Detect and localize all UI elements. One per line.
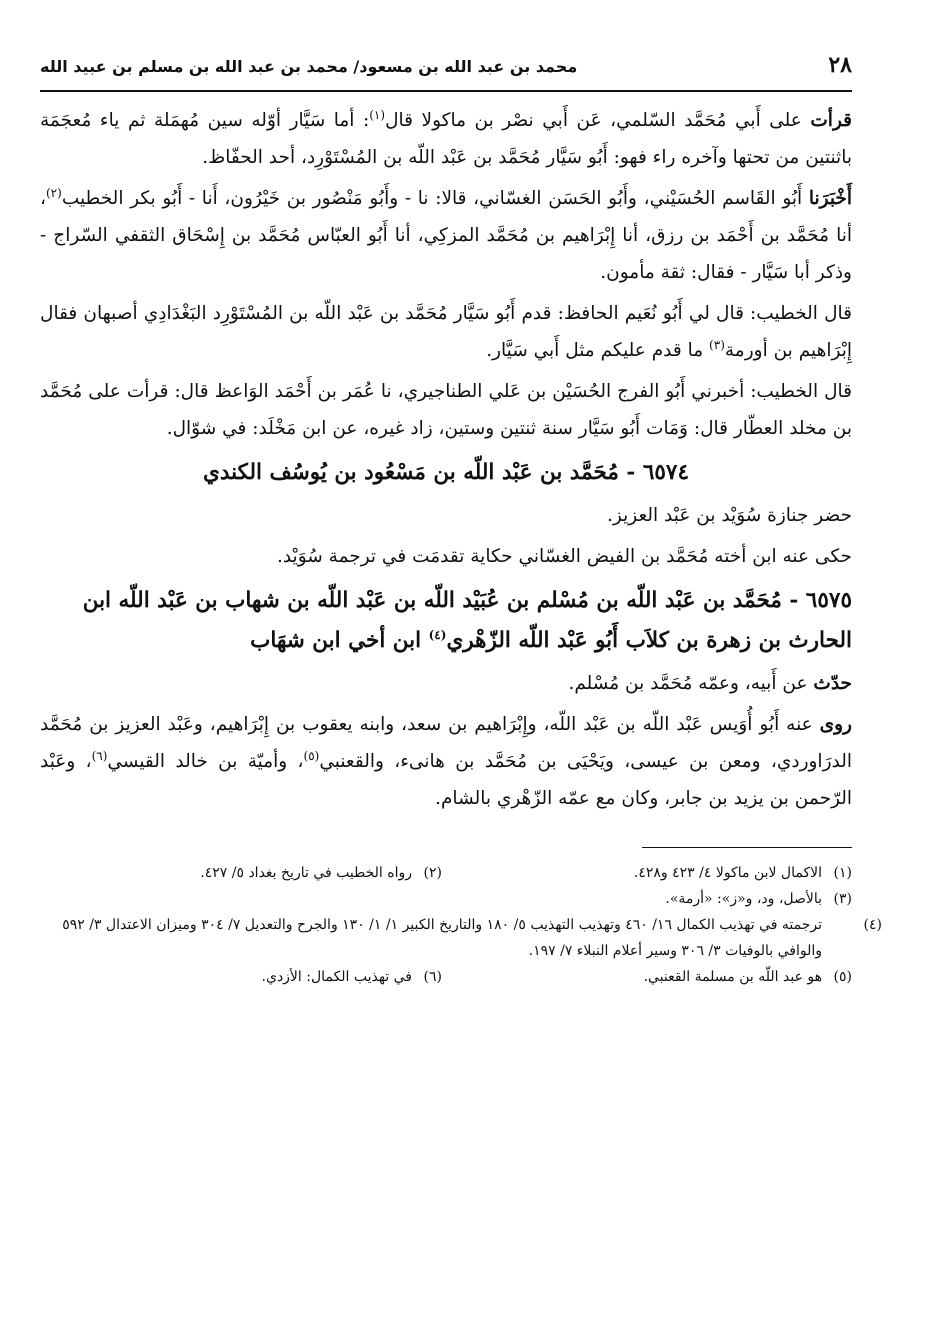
footnote-number: (٦) [423,969,442,985]
paragraph-text: عن أَبيه، وعمّه مُحَمَّد بن مُسْلم. [568,673,814,694]
footnote-text: في تهذيب الكمال: الأزدي. [261,969,412,985]
entry-6574-line-1: حضر جنازة سُوَيْد بن عَبْد العزيز. [607,505,852,526]
footnote-ref: (٦) [91,748,108,763]
footnote-row [40,886,852,912]
running-title: محمد بن عبد الله بن مسعود/ محمد بن عبد الله بن مسلم بن عبيد الله [40,57,578,76]
footnote-number: (٤) [863,917,882,933]
entry-6575-narrators [40,706,852,817]
footnotes [40,860,882,990]
paragraph-3 [40,295,852,369]
footnote-1 [462,860,852,886]
footnote-ref: (٥) [303,748,320,763]
paragraph-text: قال الخطيب: قال لي أَبُو نُعَيم الحافظ: قدم أَبُو سَيَّار مُحَمَّد بن عَبْد اللّه بن المُسْتَوْرِد البَغْدَادِي أصبهان فقال إِبْرَاهيم بن أورمة [40,303,852,361]
footnote-ref: (١) [369,107,386,122]
page-number: ٢٨ [828,52,852,78]
footnote-2 [200,860,442,886]
entry-title-6574: ٦٥٧٤ - مُحَمَّد بن عَبْد اللّه بن مَسْعُود بن يُوسُف الكندي [202,460,690,485]
paragraph-lead: قرأت [810,110,852,131]
paragraph-lead: روى [819,714,852,735]
paragraph-1 [40,102,852,176]
footnote-text: رواه الخطيب في تاريخ بغداد ٥/ ٤٢٧. [200,865,412,881]
header-divider [40,90,852,92]
paragraph-text: على أَبي مُحَمَّد السّلمي، عَن أَبي نصْر بن ماكولا قال [385,110,811,131]
paragraph-text: ، وأميّة بن خالد القيسي [107,751,304,772]
paragraph-4 [40,373,852,447]
footnote-text: الاكمال لابن ماكولا ٤/ ٤٢٣ و٤٢٨. [633,865,822,881]
footnote-row [40,860,852,886]
page-header [40,52,852,88]
footnote-number: (٢) [423,865,442,881]
paragraph-lead: حدّث [813,673,852,694]
paragraph-tail: ما قدم عليكم مثل أَبي سَيَّار. [486,340,710,361]
paragraph-2 [40,180,852,291]
entry-title-tail: ابن أخي ابن شهَاب [250,628,429,653]
footnote-ref: (٢) [45,185,62,200]
footnote-5 [462,964,852,990]
footnote-ref: (٣) [709,337,725,352]
entry-6574-line-2: حكى عنه ابن أخته مُحَمَّد بن الفيض الغسّاني حكاية تقدمَت في ترجمة سُوَيْد. [276,546,852,567]
footnote-text: هو عبد اللّه بن مسلمة القعنبي. [643,969,822,985]
entry-title-6575 [40,581,852,661]
paragraph-text: قال الخطيب: أخبرني أَبُو الفرج الحُسَيْن بن عَلي الطناجيري، نا عُمَر بن أَحْمَد الوَاعظ قال: قرأت على مُحَمَّد بن مخلد العطّار قال: وَمَات أَبُو سَيَّار سنة ثنتين وستين، زاد غيره، عن ابن مَخْلَد: في شوّال. [40,381,852,439]
footnote-text: بالأصل، ود، و«ز»: «أرمة». [665,891,822,907]
footnote-divider [642,847,852,848]
entry-title-text: ٦٥٧٥ - مُحَمَّد بن عَبْد اللّه بن مُسْلم بن عُبَيْد اللّه بن عَبْد اللّه بن شهاب بن عَبْد اللّه ابن الحارث بن زهرة بن كلاَب أَبُو عَبْد اللّه الزّهْري [82,588,852,653]
entry-6575-hadith [40,665,852,702]
footnote-number: (٣) [833,891,852,907]
footnote-ref: (٤) [428,627,447,642]
footnote-3 [665,886,852,912]
footnote-4 [40,912,882,964]
footnote-number: (١) [833,865,852,881]
document-page [40,52,882,990]
paragraph-tail: : أما سَيَّار أوّله سين مُهمَلة ثم ياء مُعجَمَة باثنتين من تحتها وآخره راء فهو: أَبُو سَيَّار مُحَمَّد بن عَبْد اللّه بن المُسْتَوْرِد، أحد الحفّاظ. [40,110,852,168]
paragraph-text: عنه أَبُو أُوَيس عَبْد اللّه بن عَبْد اللّه، وإِبْرَاهيم بن سعد، وابنه يعقوب بن إِبْرَاهيم، وعَبْد العزيز بن مُحَمَّد الدرَاوردي، ومعن بن عيسى، ويَحْيَى بن مُحَمَّد بن هانىء، والقعنبي [40,714,852,772]
paragraph-text: أَبُو القَاسم الحُسَيْني، وأَبُو الحَسَن الغسّاني، قالا: نا - وأَبُو مَنْصُور بن خَيْرُون، أَنا - أَبُو بكر الخطيب [61,188,809,209]
paragraph-lead: أَخْبَرَنا [808,188,852,209]
footnote-row [40,964,852,990]
footnote-text: ترجمته في تهذيب الكمال ١٦/ ٤٦٠ وتهذيب التهذيب ٥/ ١٨٠ والتاريخ الكبير ١/ ١/ ١٣٠ والجرح والتعديل ٧/ ٣٠٤ وميزان الاعتدال ٣/ ٥٩٢ والوافي بالوفيات ٣/ ٣٠٦ وسير أعلام النبلاء ٧/ ١٩٧. [62,917,822,959]
footnote-6 [262,964,442,990]
footnote-number: (٥) [833,969,852,985]
paragraph-tail: ، أنا مُحَمَّد بن أَحْمَد بن رزق، أنا إِبْرَاهيم بن مُحَمَّد المزكِي، أنا أَبُو العبّاس مُحَمَّد بن إِسْحَاق الثقفي السّراج - وذكر أبا سَيَّار - فقال: ثقة مأمون. [40,188,852,283]
paragraph-text: ، وعَبْد الرّحمن بن يزيد بن جابر، وكان مع عمّه الزّهْري بالشام. [40,751,852,809]
